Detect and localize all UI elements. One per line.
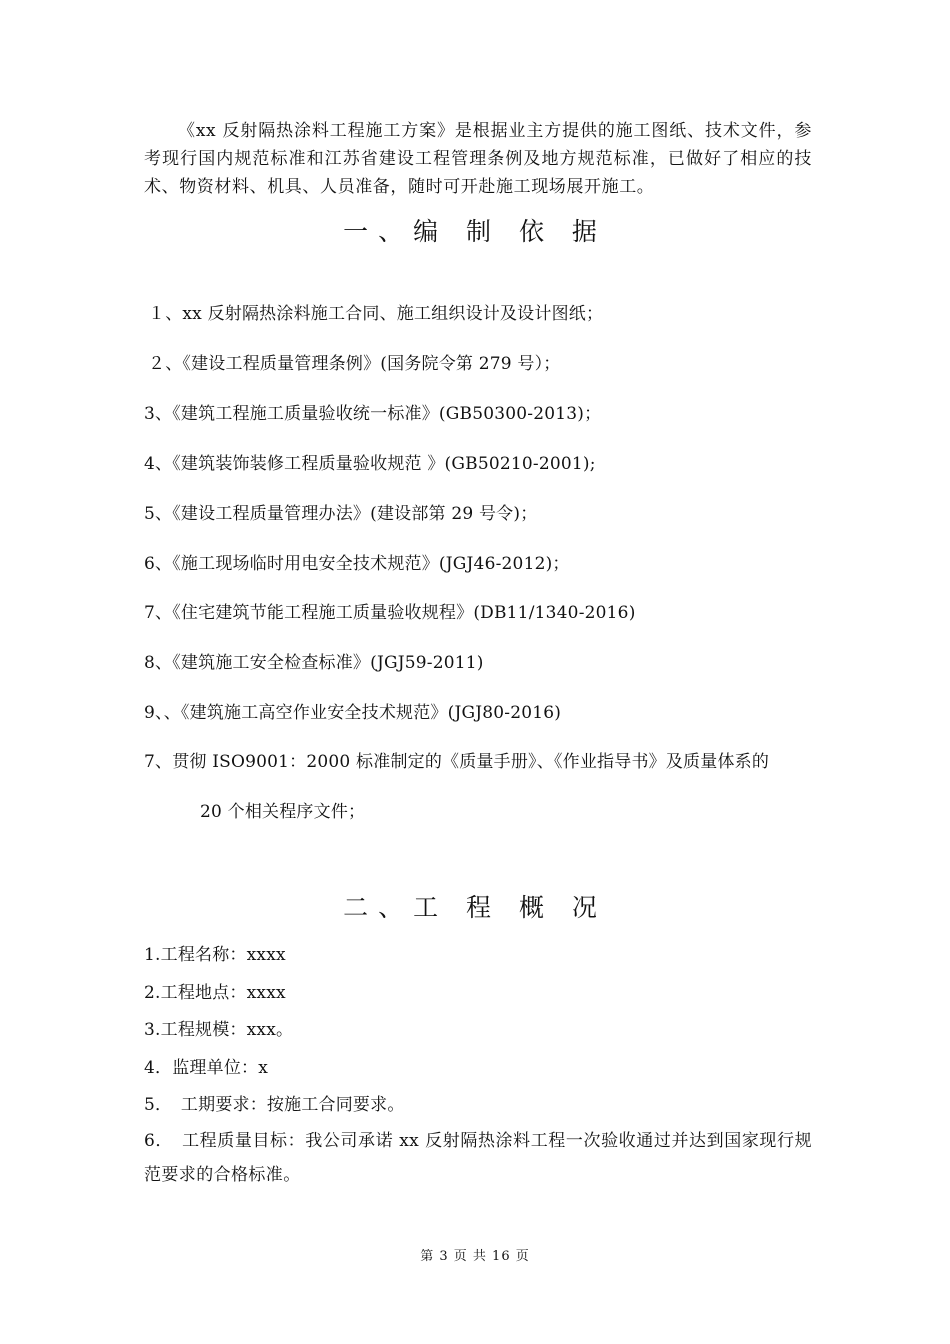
basis-item-5: 5、《建设工程质量管理办法》(建设部第 29 号令)；: [144, 504, 538, 524]
overview-project-scale: 3.工程规模：xxx。: [144, 1020, 294, 1040]
page-footer: 第 3 页 共 16 页: [420, 1249, 530, 1264]
basis-item-10-continued: 20 个相关程序文件；: [200, 802, 366, 822]
overview-quality-target: 6． 工程质量目标：我公司承诺 xx 反射隔热涂料工程一次验收通过并达到国家现行规范要求的合格标准。: [144, 1131, 812, 1185]
section-heading-basis: 一、编 制 依 据: [343, 217, 607, 246]
overview-project-location: 2.工程地点：xxxx: [144, 983, 286, 1003]
basis-item-7: 7、《住宅建筑节能工程施工质量验收规程》(DB11/1340-2016): [144, 603, 636, 623]
overview-supervision-unit: 4．监理单位：x: [144, 1058, 269, 1078]
overview-project-name: 1.工程名称：xxxx: [144, 945, 286, 965]
intro-paragraph: 《xx 反射隔热涂料工程施工方案》是根据业主方提供的施工图纸、技术文件，参考现行国内规范标准和江苏省建设工程管理条例及地方规范标准，已做好了相应的技术、物资材料、机具、人员准备，随时可开赴施工现场展开施工。: [144, 121, 812, 197]
section-heading-overview: 二、工 程 概 况: [343, 893, 607, 922]
basis-item-3: 3、《建筑工程施工质量验收统一标准》(GB50300-2013)；: [144, 404, 602, 424]
overview-schedule-requirement: 5． 工期要求：按施工合同要求。: [144, 1095, 405, 1115]
basis-item-6: 6、《施工现场临时用电安全技术规范》(JGJ46-2012)；: [144, 554, 570, 574]
basis-item-8: 8、《建筑施工安全检查标准》(JGJ59-2011): [144, 653, 484, 673]
basis-item-9: 9、、《建筑施工高空作业安全技术规范》(JGJ80-2016): [144, 703, 562, 723]
basis-item-10: 7、贯彻 ISO9001：2000 标准制定的《质量手册》、《作业指导书》及质量体系的: [144, 752, 770, 772]
basis-item-1: １、xx 反射隔热涂料施工合同、施工组织设计及设计图纸；: [148, 304, 604, 324]
basis-item-4: 4、《建筑装饰装修工程质量验收规范 》(GB50210-2001);: [144, 454, 596, 474]
basis-item-2: ２、《建设工程质量管理条例》(国务院令第 279 号）；: [148, 354, 561, 374]
